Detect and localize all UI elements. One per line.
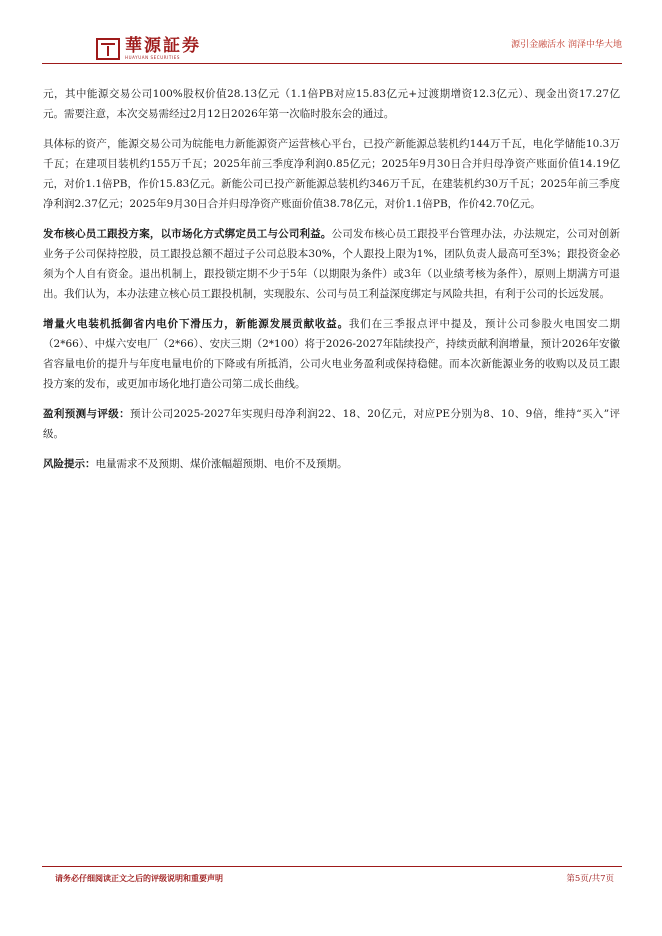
paragraph-text: 元，其中能源交易公司100%股权价值28.13亿元（1.1倍PB对应15.83亿元+过渡期增资12.3亿元）、现金出资17.27亿元。需要注意，本次交易需经过2月12日2026年第一次临时股东会的通过。 — [43, 88, 620, 120]
footer-divider — [42, 866, 622, 867]
logo-name-en: HUAYUAN SECURITIES — [125, 55, 180, 60]
paragraph-3 — [43, 224, 620, 304]
logo-name-cn: 華源証券 — [125, 36, 201, 56]
paragraph-text: 公司发布核心员工跟投平台管理办法，办法规定，公司对创新业务子公司保持控股，员工跟投总额不超过子公司总股本30%，个人跟投上限为1%，团队负责人最高可至3%；跟投资金必须为个人自有资金。退出机制上，跟投锁定期不少于5年（以期限为条件）或3年（以业绩考核为条件），原则上期满方可退出。我们认为，本办法建立核心员工跟投机制，实现股东、公司与员工利益深度绑定与风险共担，有利于公司的长远发展。 — [43, 228, 620, 300]
paragraph-text: 我们在三季报点评中提及，预计公司参股火电国安二期（2*66）、中煤六安电厂（2*66）、安庆三期（2*100）将于2026-2027年陆续投产，持续贡献利润增量，预计2026年安徽省容量电价的提升与年度电量电价的下降或有所抵消，公司火电业务盈利或保持稳健。而本次新能源业务的收购以及员工跟投方案的发布，或更加市场化地打造公司第二成长曲线。 — [43, 318, 621, 390]
header-slogan: 源引金融活水 润泽中华大地 — [511, 40, 622, 50]
paragraph-4 — [43, 314, 620, 394]
paragraph-lead: 发布核心员工跟投方案，以市场化方式绑定员工与公司利益。 — [43, 228, 332, 240]
report-body — [43, 84, 620, 484]
footer-disclaimer: 请务必仔细阅读正文之后的评级说明和重要声明 — [55, 873, 223, 883]
company-logo — [96, 37, 201, 61]
paragraph-lead: 风险提示： — [43, 458, 96, 470]
paragraph-text: 预计公司2025-2027年实现归母净利润22、18、20亿元，对应PE分别为8、10、9倍，维持“买入”评级。 — [43, 408, 621, 440]
header-divider — [42, 63, 622, 64]
logo-text — [125, 37, 201, 61]
paragraph-text: 具体标的资产，能源交易公司为皖能电力新能源资产运营核心平台，已投产新能源总装机约144万千瓦，电化学储能10.3万千瓦；在建项目装机约155万千瓦；2025年前三季度净利润0.85亿元；2025年9月30日合并归母净资产账面价值14.19亿元，对价1.1倍PB，作价15.83亿元。新能公司已投产新能源总装机约346万千瓦，在建装机约30万千瓦；2025年前三季度净利润2.37亿元；2025年9月30日合并归母净资产账面价值38.78亿元，对价1.1倍PB，作价42.70亿元。 — [43, 138, 620, 210]
paragraph-2 — [43, 134, 620, 214]
page-header — [0, 0, 662, 66]
paragraph-5 — [43, 404, 620, 444]
paragraph-lead: 盈利预测与评级： — [43, 408, 131, 420]
paragraph-1 — [43, 84, 620, 124]
paragraph-6 — [43, 454, 620, 474]
page-number: 第5页/共7页 — [566, 874, 614, 884]
logo-emblem-icon — [96, 38, 120, 60]
paragraph-lead: 增量火电装机抵御省内电价下滑压力，新能源发展贡献收益。 — [43, 318, 349, 330]
paragraph-text: 电量需求不及预期、煤价涨幅超预期、电价不及预期。 — [95, 458, 348, 470]
